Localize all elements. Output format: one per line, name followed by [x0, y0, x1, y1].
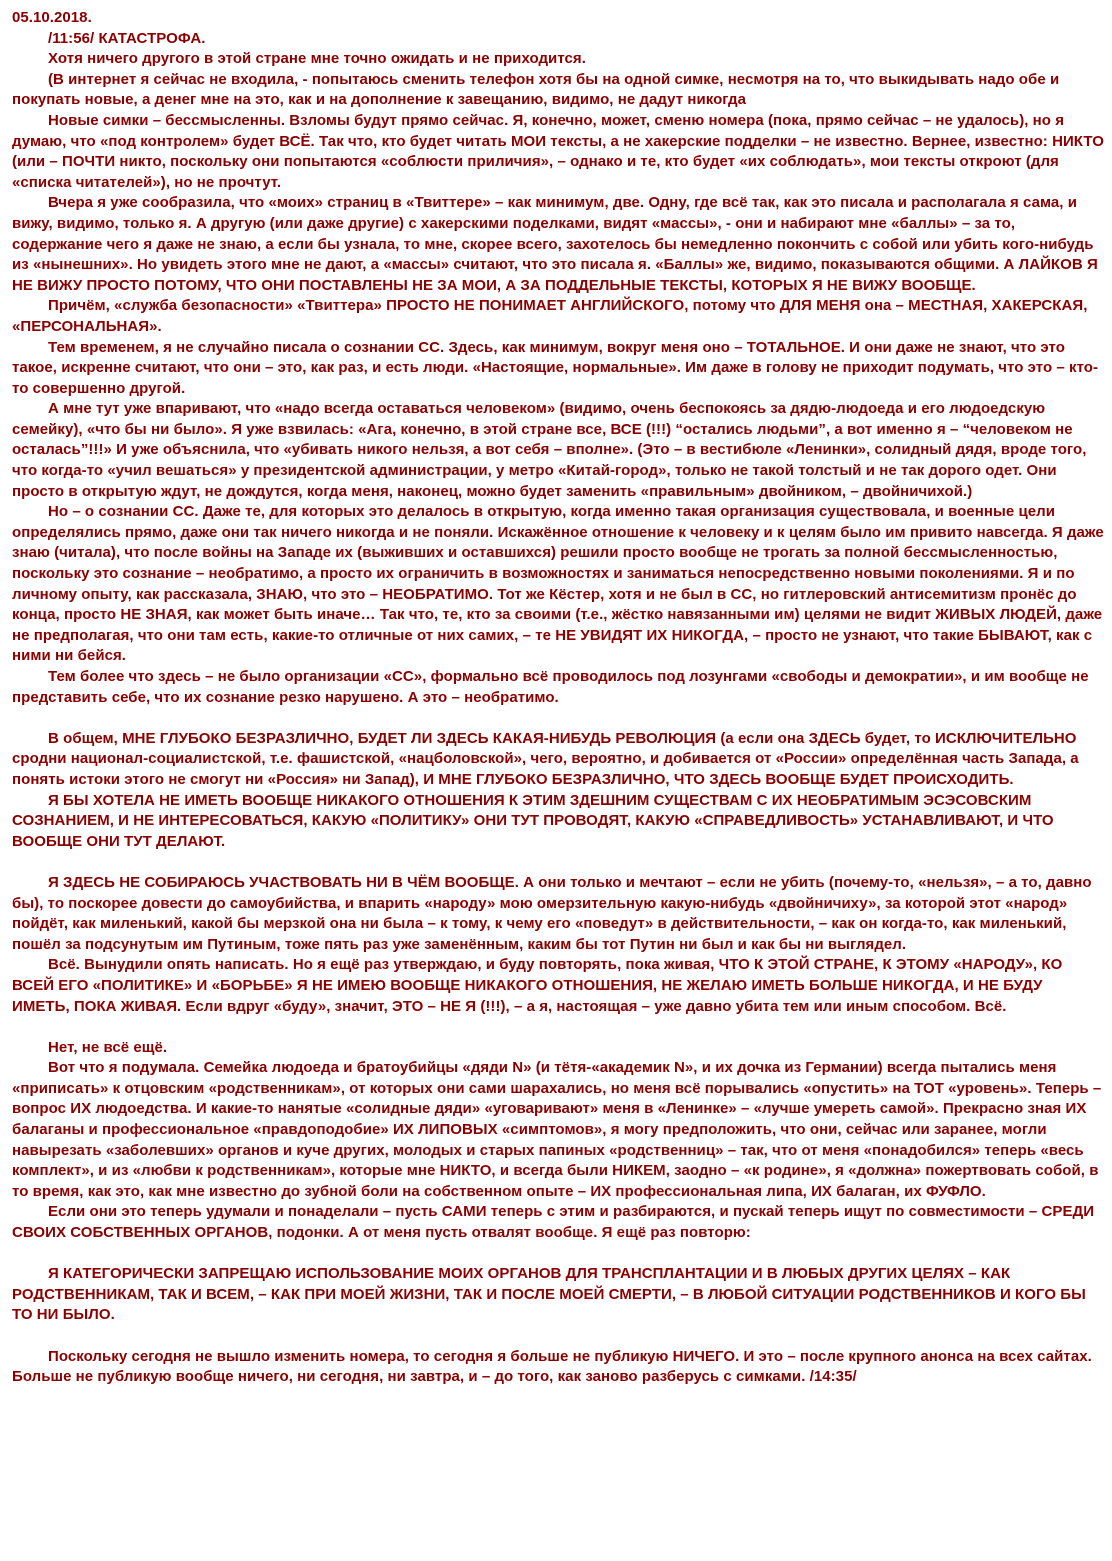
paragraph: (В интернет я сейчас не входила, - попытаюсь сменить телефон хотя бы на одной симке, несмотря на то, что выкидывать надо обе и покупать новые, а денег мне на это, как и на дополнение к завещанию, видимо, не дадут никогда — [12, 70, 1060, 109]
paragraph: А мне тут уже впаривают, что «надо всегда оставаться человеком» (видимо, очень беспокоясь за дядю-людоеда и его людоедскую семейку), «что бы ни было». Я уже взвилась: «Ага, конечно, в этой стране все, ВСЕ (!!!) “остались людьми”, а вот именно я – “человеком не осталась”!!!» И уже объяснила, что «убивать никого нельзя, а вот себя – вполне». (Это – в вестибюле «Ленинки», солидный дядя, вроде того, что когда-то «учил вешаться» у президентской администрации, у метро «Китай-город», только не такой толстый и не так дорого одет. Они просто в открытую ждут, не дождутся, когда меня, наконец, можно будет заменить «правильным» двойником, – двойничихой.) — [12, 400, 1087, 500]
blank-line — [12, 852, 1104, 873]
heading-line: /11:56/ КАТАСТРОФА. — [48, 29, 206, 47]
paragraph: Новые симки – бессмысленны. Взломы будут прямо сейчас. Я, конечно, может, сменю номера (пока, прямо сейчас – не удалось), но я думаю, что «под контролем» будет ВСЁ. Так что, кто будет читать МОИ тексты, а не хакерские подделки – не известно. Вернее, известно: НИКТО (или – ПОЧТИ никто, поскольку они попытаются «соблюсти приличия», – однако и те, кто будет «их соблюдать», мои тексты откроют (для «списка читателей»), но не прочтут. — [12, 111, 1104, 191]
paragraph: Всё. Вынудили опять написать. Но я ещё раз утверждаю, и буду повторять, пока живая, ЧТО К ЭТОЙ СТРАНЕ, К ЭТОМУ «НАРОДУ», КО ВСЕЙ ЕГО «ПОЛИТИКЕ» И «БОРЬБЕ» Я НЕ ИМЕЮ ВООБЩЕ НИКАКОГО ОТНОШЕНИЯ, НЕ ЖЕЛАЮ ИМЕТЬ БОЛЬШЕ НИКОГДА, И НЕ БУДУ ИМЕТЬ, ПОКА ЖИВАЯ. Если вдруг «буду», значит, ЭТО – НЕ Я (!!!), – а я, настоящая – уже давно убита тем или иным способом. Всё. — [12, 956, 1063, 1015]
paragraph: Я КАТЕГОРИЧЕСКИ ЗАПРЕЩАЮ ИСПОЛЬЗОВАНИЕ МОИХ ОРГАНОВ ДЛЯ ТРАНСПЛАНТАЦИИ И В ЛЮБЫХ ДРУГИХ ЦЕЛЯХ – КАК РОДСТВЕННИКАМ, ТАК И ВСЕМ, – КАК ПРИ МОЕЙ ЖИЗНИ, ТАК И ПОСЛЕ МОЕЙ СМЕРТИ, – В ЛЮБОЙ СИТУАЦИИ РОДСТВЕННИКОВ И КОГО БЫ ТО НИ БЫЛО. — [12, 1265, 1086, 1324]
date-line: 05.10.2018. — [12, 9, 92, 26]
paragraph: Я БЫ ХОТЕЛА НЕ ИМЕТЬ ВООБЩЕ НИКАКОГО ОТНОШЕНИЯ К ЭТИМ ЗДЕШНИМ СУЩЕСТВАМ С ИХ НЕОБРАТИМЫМ ЭСЭСОВСКИМ СОЗНАНИЕМ, И НЕ ИНТЕРЕСОВАТЬСЯ, КАКУЮ «ПОЛИТИКУ» ОНИ ТУТ ПРОВОДЯТ, КАКУЮ «СПРАВЕДЛИВОСТЬ» УСТАНАВЛИВАЮТ, И ЧТО ВООБЩЕ ОНИ ТУТ ДЕЛАЮТ. — [12, 791, 1054, 850]
paragraph: Тем временем, я не случайно писала о сознании СС. Здесь, как минимум, вокруг меня оно – ТОТАЛЬНОЕ. И они даже не знают, что это такое, искренне считают, что они – это, как раз, и есть люди. «Настоящие, нормальные». Им даже в голову не приходит подумать, что это – кто-то совершенно другой. — [12, 338, 1099, 397]
paragraph: Нет, не всё ещё. — [48, 1038, 168, 1056]
paragraph: Я ЗДЕСЬ НЕ СОБИРАЮСЬ УЧАСТВОВАТЬ НИ В ЧЁМ ВООБЩЕ. А они только и мечтают – если не убить (почему-то, «нельзя», – а то, давно бы), то поскорее довести до самоубийства, и впарить «народу» мою омерзительную какую-нибудь «двойничиху», за которой этот «народ» пойдёт, как миленький, какой бы мерзкой она ни была – к тому, к чему его «поведут» в действительности, – как он когда-то, как миленький, пошёл за подсунутым им Путиным, тоже пять раз уже заменённым, каким бы тот Путин ни был и как бы ни выглядел. — [12, 873, 1092, 953]
paragraphs-container — [12, 49, 1104, 1388]
paragraph: Но – о сознании СС. Даже те, для которых это делалось в открытую, когда именно такая организация существовала, и военные цели определялись прямо, даже они так ничего никогда и не поняли. Искажённое отношение к человеку и к целям было им привито навсегда. Я даже знаю (читала), что после войны на Западе их (выживших и оставшихся) решили просто вообще не трогать за полной бессмысленностью, поскольку это сознание – необратимо, а просто их ограничить в возможностях и заниматься непосредственно новыми поколениями. Я и по личному опыту, как рассказала, ЗНАЮ, что это – НЕОБРАТИМО. Тот же Кёстер, хотя и не был в СС, но гитлеровский антисемитизм пронёс до конца, просто НЕ ЗНАЯ, как может быть иначе… Так что, те, кто за своими (т.е., жёстко навязанными им) целями не видит ЖИВЫХ ЛЮДЕЙ, даже не предполагая, что они там есть, какие-то отличные от них самих, – те НЕ УВИДЯТ ИХ НИКОГДА, – просто не узнают, что такие БЫВАЮТ, как с ними ни бейся. — [12, 503, 1104, 665]
blank-line — [12, 1326, 1104, 1347]
paragraph: Если они это теперь удумали и понаделали – пусть САМИ теперь с этим и разбираются, и пускай теперь ищут по совместимости – СРЕДИ СВОИХ СОБСТВЕННЫХ ОРГАНОВ, подонки. А от меня пусть отвалят вообще. Я ещё раз повторю: — [12, 1203, 1095, 1242]
paragraph: Поскольку сегодня не вышло изменить номера, то сегодня я больше не публикую НИЧЕГО. И это – после крупного анонса на всех сайтах. Больше не публикую вообще ничего, ни сегодня, ни завтра, и – до того, как заново разберусь с симками. /14:35/ — [12, 1347, 1092, 1386]
paragraph: В общем, МНЕ ГЛУБОКО БЕЗРАЗЛИЧНО, БУДЕТ ЛИ ЗДЕСЬ КАКАЯ-НИБУДЬ РЕВОЛЮЦИЯ (а если она ЗДЕСЬ будет, то ИСКЛЮЧИТЕЛЬНО сродни национал-социалистской, т.е. фашистской, «нацболовской», чего, вероятно, и добивается от «России» определённая часть Запада, а понять истоки этого не смогут ни «Россия» ни Запад), И МНЕ ГЛУБОКО БЕЗРАЗЛИЧНО, ЧТО ЗДЕСЬ ВООБЩЕ БУДЕТ ПРОИСХОДИТЬ. — [12, 729, 1079, 788]
paragraph: Вот что я подумала. Семейка людоеда и братоубийцы «дяди N» (и тётя-«академик N», и их дочка из Германии) всегда пытались меня «приписать» к отцовским «родственникам», от которых они сами шарахались, но меня всё порывались «опустить» на ТОТ «уровень». Теперь – вопрос ИХ людоедства. И какие-то нанятые «солидные дяди» «уговаривают» меня в «Ленинке» – «лучше умереть самой». Прекрасно зная ИХ балаганы и профессиональное «правдоподобие» ИХ ЛИПОВЫХ «симптомов», я могу предположить, что они, сейчас или заранее, могли навырезать «заболевших» органов и куче других, молодых и старых папиных «родственниц» – так, что от меня «понадобился» теперь «весь комплект», и из «любви к родственникам», которые мне НИКТО, и всегда были НИКЕМ, заодно – «к родине», я «должна» пожертвовать собой, в то время, как это, как мне известно до зубной боли на собственном опыте – ИХ профессиональная липа, ИХ балаган, их ФУФЛО. — [12, 1059, 1102, 1200]
blank-line — [12, 1017, 1104, 1038]
blank-line — [12, 1244, 1104, 1265]
paragraph: Причём, «служба безопасности» «Твиттера» ПРОСТО НЕ ПОНИМАЕТ АНГЛИЙСКОГО, потому что ДЛЯ МЕНЯ она – МЕСТНАЯ, ХАКЕРСКАЯ, «ПЕРСОНАЛЬНАЯ». — [12, 297, 1088, 335]
document-text — [12, 8, 1104, 1388]
blank-line — [12, 708, 1104, 729]
paragraph: Тем более что здесь – не было организации «СС», формально всё проводилось под лозунгами «свободы и демократии», и им вообще не представить себе, что их сознание резко нарушено. А это – необратимо. — [12, 668, 1089, 706]
paragraph: Вчера я уже сообразила, что «моих» страниц в «Твиттере» – как минимум, две. Одну, где всё так, как это писала и располагала я сама, и вижу, видимо, только я. А другую (или даже другие) с хакерскими поделками, видят «массы», - они и набирают мне «баллы» – за то, содержание чего я даже не знаю, а если бы узнала, то мне, скорее всего, захотелось бы немедленно покончить с собой или убить кого-нибудь из «нынешних». Но увидеть этого мне не дают, а «массы» считают, что это писала я. «Баллы» же, видимо, показываются общими. А ЛАЙКОВ Я НЕ ВИЖУ ПРОСТО ПОТОМУ, ЧТО ОНИ ПОСТАВЛЕНЫ НЕ ЗА МОИ, А ЗА ПОДДЕЛЬНЫЕ ТЕКСТЫ, КОТОРЫХ Я НЕ ВИЖУ ВООБЩЕ. — [12, 194, 1098, 294]
paragraph: Хотя ничего другого в этой стране мне точно ожидать и не приходится. — [48, 50, 586, 68]
